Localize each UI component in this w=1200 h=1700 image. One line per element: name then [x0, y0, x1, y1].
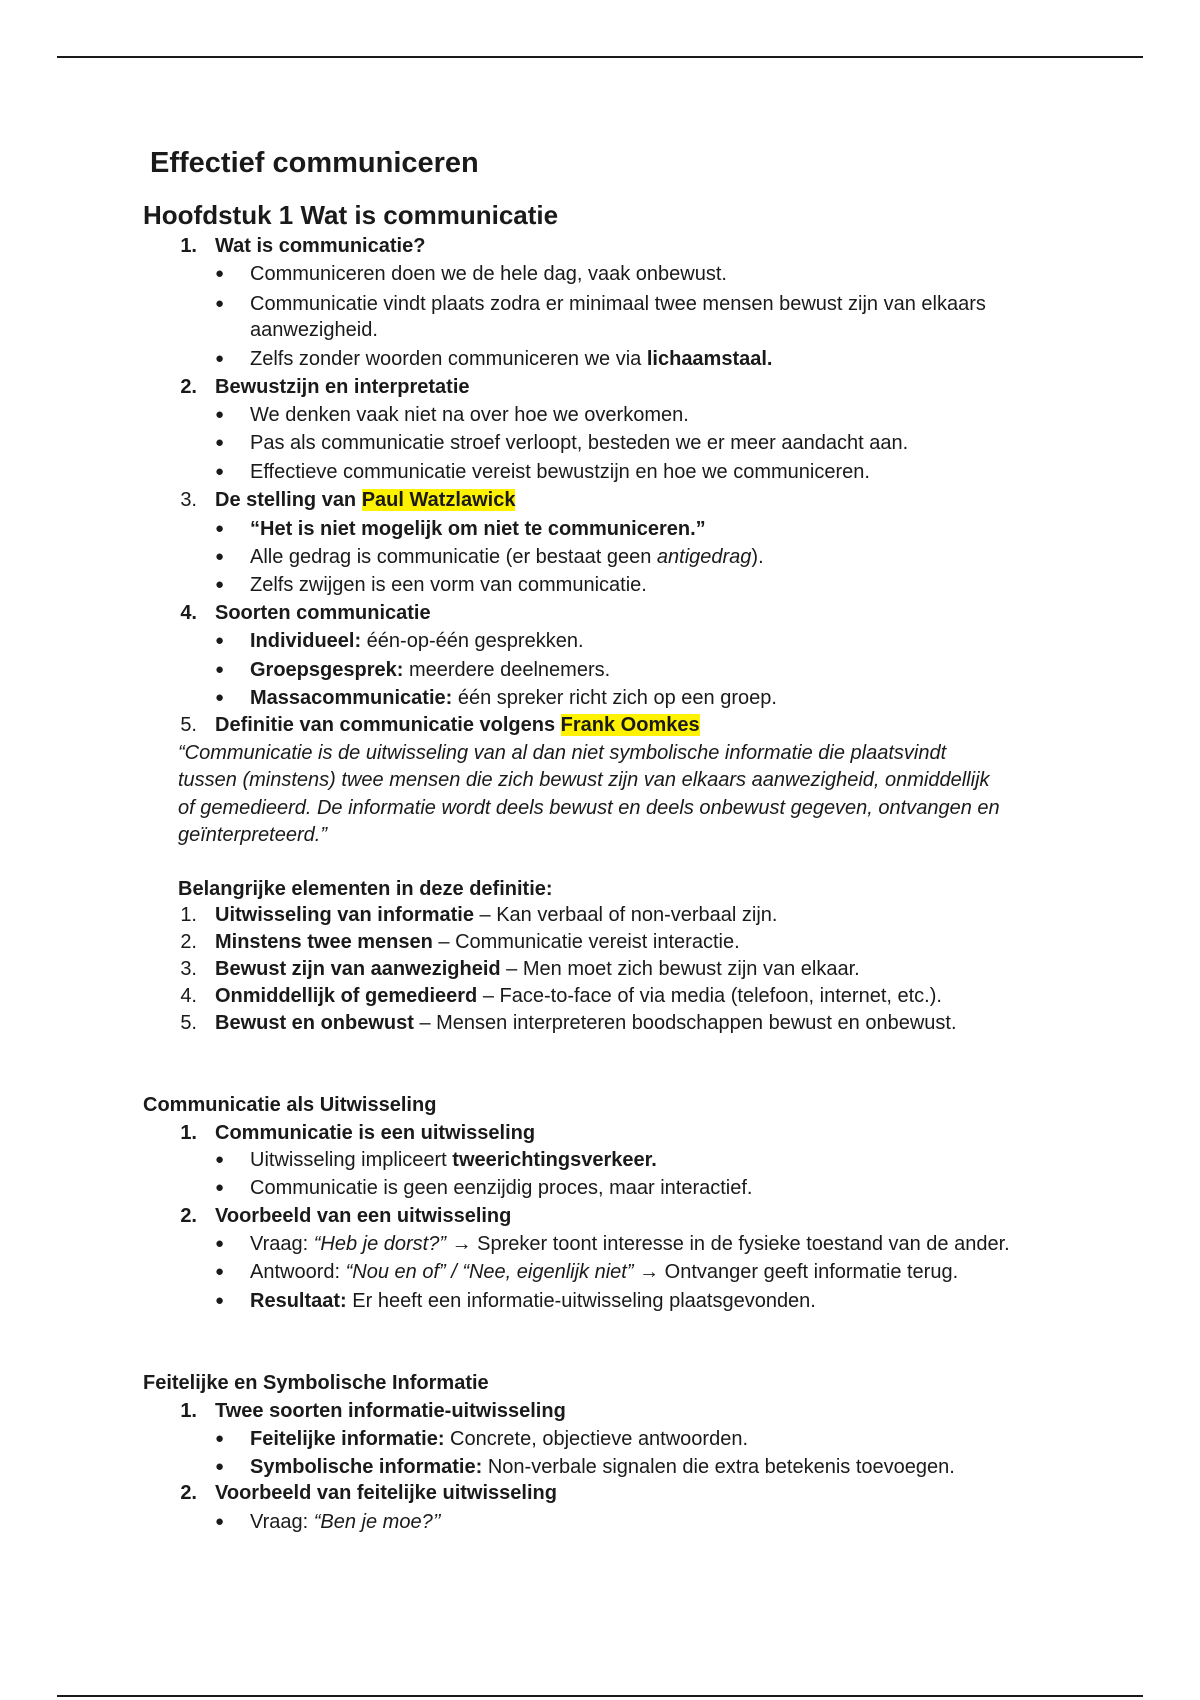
bullet-icon: ●: [215, 1430, 225, 1447]
list-number: 1.: [180, 904, 197, 926]
bullet-icon: ●: [215, 1263, 225, 1280]
section-number: 3.: [180, 489, 197, 511]
bullet-icon: ●: [215, 1235, 225, 1252]
list-number: 3.: [180, 958, 197, 980]
definition-quote-line: geïnterpreteerd.”: [178, 824, 327, 846]
bullet-text: Effectieve communicatie vereist bewustzijn en hoe we communiceren.: [250, 461, 870, 483]
list-number: 4.: [180, 985, 197, 1007]
section-number: 5.: [180, 714, 197, 736]
chapter-heading: Hoofdstuk 1 Wat is communicatie: [143, 200, 559, 230]
list-item: Bewust zijn van aanwezigheid – Men moet zich bewust zijn van elkaar.: [215, 958, 860, 980]
bullet-text: Resultaat: Er heeft een informatie-uitwisseling plaatsgevonden.: [250, 1290, 816, 1312]
section-number: 2.: [180, 1482, 197, 1504]
quote-bullet: “Het is niet mogelijk om niet te communiceren.”: [250, 518, 706, 540]
bullet-text: Zelfs zwijgen is een vorm van communicatie.: [250, 574, 647, 596]
section-title: Twee soorten informatie-uitwisseling: [215, 1400, 566, 1422]
bullet-text: Massacommunicatie: één spreker richt zich op een groep.: [250, 687, 777, 709]
bullet-icon: ●: [215, 1179, 225, 1196]
section-number: 4.: [180, 602, 197, 624]
definition-quote-line: of gemedieerd. De informatie wordt deels bewust en deels onbewust gegeven, ontvangen en: [178, 797, 1000, 819]
bullet-icon: ●: [215, 520, 225, 537]
definition-quote-line: tussen (minstens) twee mensen die zich bewust zijn van elkaars aanwezigheid, onmiddellijk: [178, 769, 990, 791]
section-title: Soorten communicatie: [215, 602, 431, 624]
definition-quote-line: “Communicatie is de uitwisseling van al dan niet symbolische informatie die plaatsvindt: [178, 742, 947, 764]
bullet-icon: ●: [215, 463, 225, 480]
bullet-text: Communiceren doen we de hele dag, vaak onbewust.: [250, 263, 727, 285]
bullet-text: Vraag: “Heb je dorst?” → Spreker toont interesse in de fysieke toestand van de ander.: [250, 1233, 1010, 1255]
bullet-icon: ●: [215, 434, 225, 451]
bullet-icon: ●: [215, 1458, 225, 1475]
bullet-icon: ●: [215, 548, 225, 565]
bullet-icon: ●: [215, 576, 225, 593]
bullet-text: Pas als communicatie stroef verloopt, besteden we er meer aandacht aan.: [250, 432, 909, 454]
section-title: Bewustzijn en interpretatie: [215, 376, 470, 398]
elements-heading: Belangrijke elementen in deze definitie:: [178, 878, 553, 900]
bullet-text: Feitelijke informatie: Concrete, objectieve antwoorden.: [250, 1428, 749, 1450]
bullet-icon: ●: [215, 406, 225, 423]
document-title: Effectief communiceren: [150, 147, 479, 179]
bullet-text: Communicatie is geen eenzijdig proces, maar interactief.: [250, 1177, 753, 1199]
section-number: 2.: [180, 376, 197, 398]
bullet-text: Alle gedrag is communicatie (er bestaat geen antigedrag).: [250, 546, 764, 568]
list-item: Bewust en onbewust – Mensen interpreteren boodschappen bewust en onbewust.: [215, 1012, 957, 1034]
bullet-text: Zelfs zonder woorden communiceren we via lichaamstaal.: [250, 348, 773, 370]
bullet-icon: ●: [215, 350, 225, 367]
bullet-text: Antwoord: “Nou en of” / “Nee, eigenlijk niet” → Ontvanger geeft informatie terug.: [250, 1261, 959, 1283]
list-item: Minstens twee mensen – Communicatie vereist interactie.: [215, 931, 740, 953]
section-title: Definitie van communicatie volgens Frank Oomkes: [215, 714, 700, 736]
highlighted-name: Frank Oomkes: [560, 714, 700, 736]
bullet-text: Symbolische informatie: Non-verbale signalen die extra betekenis toevoegen.: [250, 1456, 955, 1478]
section-heading: Feitelijke en Symbolische Informatie: [143, 1372, 489, 1394]
list-item: Onmiddellijk of gemedieerd – Face-to-face of via media (telefoon, internet, etc.).: [215, 985, 942, 1007]
list-item: Uitwisseling van informatie – Kan verbaal of non-verbaal zijn.: [215, 904, 778, 926]
bullet-icon: ●: [215, 1151, 225, 1168]
bullet-icon: ●: [215, 632, 225, 649]
bullet-text: Uitwisseling impliceert tweerichtingsverkeer.: [250, 1149, 657, 1171]
list-number: 5.: [180, 1012, 197, 1034]
list-number: 2.: [180, 931, 197, 953]
section-title: De stelling van Paul Watzlawick: [215, 489, 516, 511]
bullet-text: Communicatie vindt plaats zodra er minimaal twee mensen bewust zijn van elkaars: [250, 293, 986, 315]
bullet-text: Groepsgesprek: meerdere deelnemers.: [250, 659, 611, 681]
section-title: Voorbeeld van feitelijke uitwisseling: [215, 1482, 557, 1504]
section-heading: Communicatie als Uitwisseling: [143, 1094, 437, 1116]
section-title: Voorbeeld van een uitwisseling: [215, 1205, 512, 1227]
bullet-icon: ●: [215, 295, 225, 312]
bullet-icon: ●: [215, 689, 225, 706]
bullet-icon: ●: [215, 661, 225, 678]
section-title: Wat is communicatie?: [215, 235, 426, 257]
bullet-icon: ●: [215, 265, 225, 282]
section-number: 1.: [180, 1400, 197, 1422]
section-number: 2.: [180, 1205, 197, 1227]
section-title: Communicatie is een uitwisseling: [215, 1122, 536, 1144]
header-rule: [57, 56, 1143, 58]
bullet-icon: ●: [215, 1513, 225, 1530]
bullet-text-continued: aanwezigheid.: [250, 319, 378, 341]
highlighted-name: Paul Watzlawick: [361, 489, 516, 511]
bullet-text: We denken vaak niet na over hoe we overkomen.: [250, 404, 689, 426]
bullet-text: Individueel: één-op-één gesprekken.: [250, 630, 584, 652]
footer-rule: [57, 1695, 1143, 1697]
section-number: 1.: [180, 1122, 197, 1144]
bullet-text: Vraag: “Ben je moe?’’: [250, 1511, 441, 1533]
bullet-icon: ●: [215, 1292, 225, 1309]
section-number: 1.: [180, 235, 197, 257]
